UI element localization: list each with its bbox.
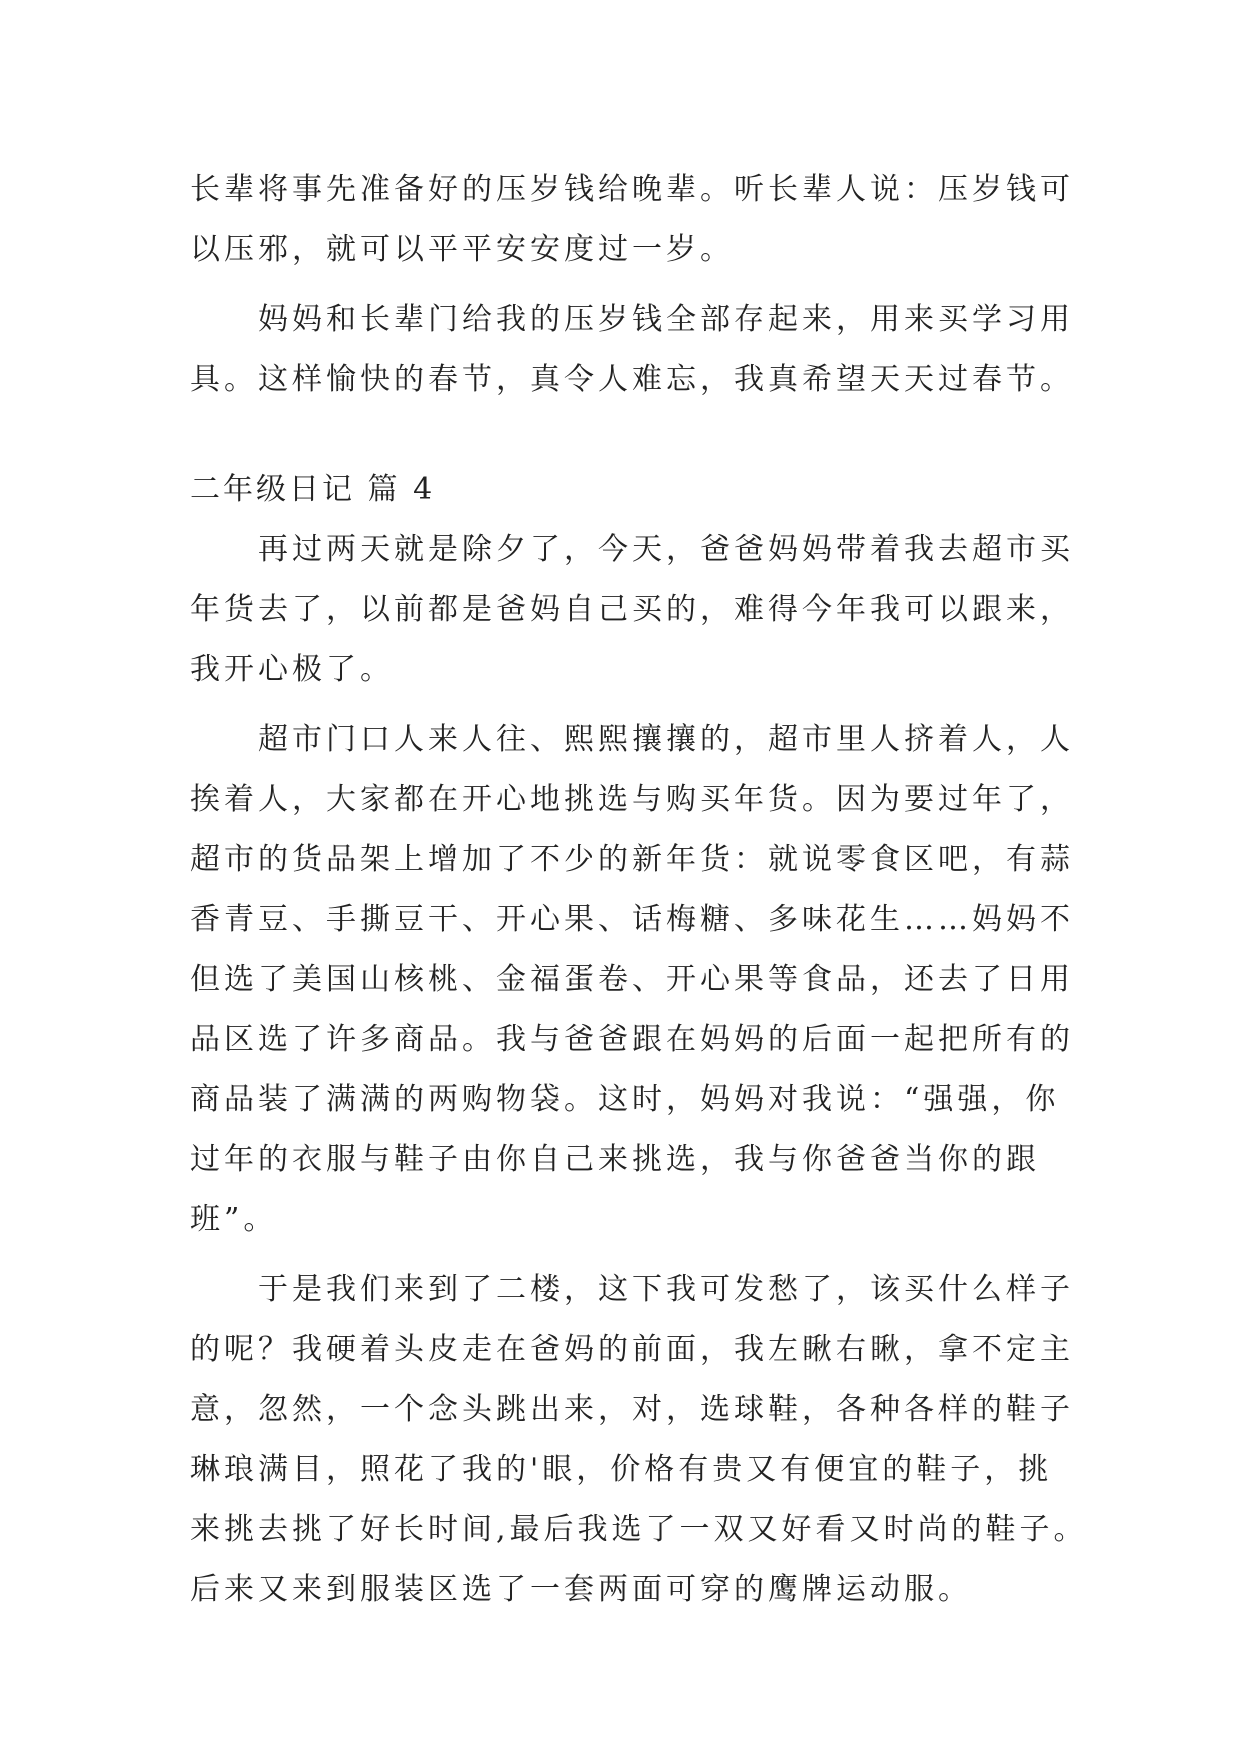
paragraph-1	[190, 160, 1074, 280]
text-line: 商品装了满满的两购物袋。这时，妈妈对我说：“强强，你	[190, 1082, 1060, 1117]
paragraph-5	[190, 1260, 1088, 1620]
text-line: 以压邪，就可以平平安安度过一岁。	[190, 232, 734, 267]
text-line: 琳琅满目，照花了我的'眼，价格有贵又有便宜的鞋子，挑	[190, 1452, 1053, 1487]
paragraph-4	[190, 710, 1074, 1250]
text-line: 来挑去挑了好长时间,最后我选了一双又好看又时尚的鞋子。	[190, 1512, 1088, 1547]
text-line: 意，忽然，一个念头跳出来，对，选球鞋，各种各样的鞋子	[190, 1392, 1074, 1427]
paragraph-3	[190, 520, 1074, 700]
text-line: 品区选了许多商品。我与爸爸跟在妈妈的后面一起把所有的	[190, 1022, 1074, 1057]
document-page	[190, 160, 1088, 1620]
text-line: 过年的衣服与鞋子由你自己来挑选，我与你爸爸当你的跟	[190, 1142, 1040, 1177]
text-line: 年货去了，以前都是爸妈自己买的，难得今年我可以跟来，	[190, 592, 1074, 627]
text-line: 班”。	[190, 1202, 278, 1237]
paragraph-2	[190, 290, 1074, 410]
text-line: 具。这样愉快的春节，真令人难忘，我真希望天天过春节。	[190, 362, 1074, 397]
text-line: 的呢？我硬着头皮走在爸妈的前面，我左瞅右瞅，拿不定主	[190, 1332, 1074, 1367]
section-heading: 二年级日记 篇 4	[190, 472, 436, 507]
text-line: 于是我们来到了二楼，这下我可发愁了，该买什么样子	[258, 1272, 1074, 1307]
text-line: 香青豆、手撕豆干、开心果、话梅糖、多味花生……妈妈不	[190, 902, 1074, 937]
text-line: 长辈将事先准备好的压岁钱给晚辈。听长辈人说：压岁钱可	[190, 172, 1074, 207]
text-line: 妈妈和长辈门给我的压岁钱全部存起来，用来买学习用	[258, 302, 1074, 337]
text-line: 我开心极了。	[190, 652, 394, 687]
text-line: 再过两天就是除夕了，今天，爸爸妈妈带着我去超市买	[258, 532, 1074, 567]
text-line: 超市门口人来人往、熙熙攘攘的，超市里人挤着人，人	[258, 722, 1074, 757]
text-line: 超市的货品架上增加了不少的新年货：就说零食区吧，有蒜	[190, 842, 1074, 877]
text-line: 挨着人，大家都在开心地挑选与购买年货。因为要过年了，	[190, 782, 1074, 817]
text-line: 后来又来到服装区选了一套两面可穿的鹰牌运动服。	[190, 1572, 972, 1607]
text-line: 但选了美国山核桃、金福蛋卷、开心果等食品，还去了日用	[190, 962, 1074, 997]
